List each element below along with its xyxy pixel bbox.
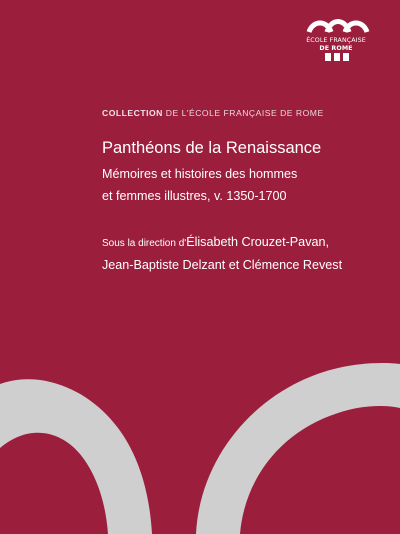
subtitle-line-1: Mémoires et histoires des hommes	[102, 167, 298, 181]
editors-line-1	[102, 232, 342, 255]
collection-line	[102, 108, 324, 118]
logo-base-icon	[322, 53, 352, 61]
book-title: Panthéons de la Renaissance	[102, 139, 322, 157]
right-arc	[196, 363, 400, 534]
collection-label: COLLECTION	[102, 108, 163, 118]
book-subtitle	[102, 163, 297, 207]
publisher-name-line2: DE ROME	[319, 44, 353, 52]
publisher-name-line1: ÉCOLE FRANÇAISE	[306, 37, 366, 44]
subtitle-line-2: et femmes illustres, v. 1350-1700	[102, 189, 287, 203]
left-arc	[0, 379, 152, 534]
editors-names-1: Élisabeth Crouzet-Pavan,	[186, 235, 329, 249]
collection-name: DE L'ÉCOLE FRANÇAISE DE ROME	[165, 108, 324, 118]
publisher-name	[294, 37, 378, 52]
editors-prefix: Sous la direction d'	[102, 238, 187, 249]
editors-line-2: Jean-Baptiste Delzant et Clémence Revest	[102, 257, 343, 272]
book-editors	[102, 232, 342, 276]
